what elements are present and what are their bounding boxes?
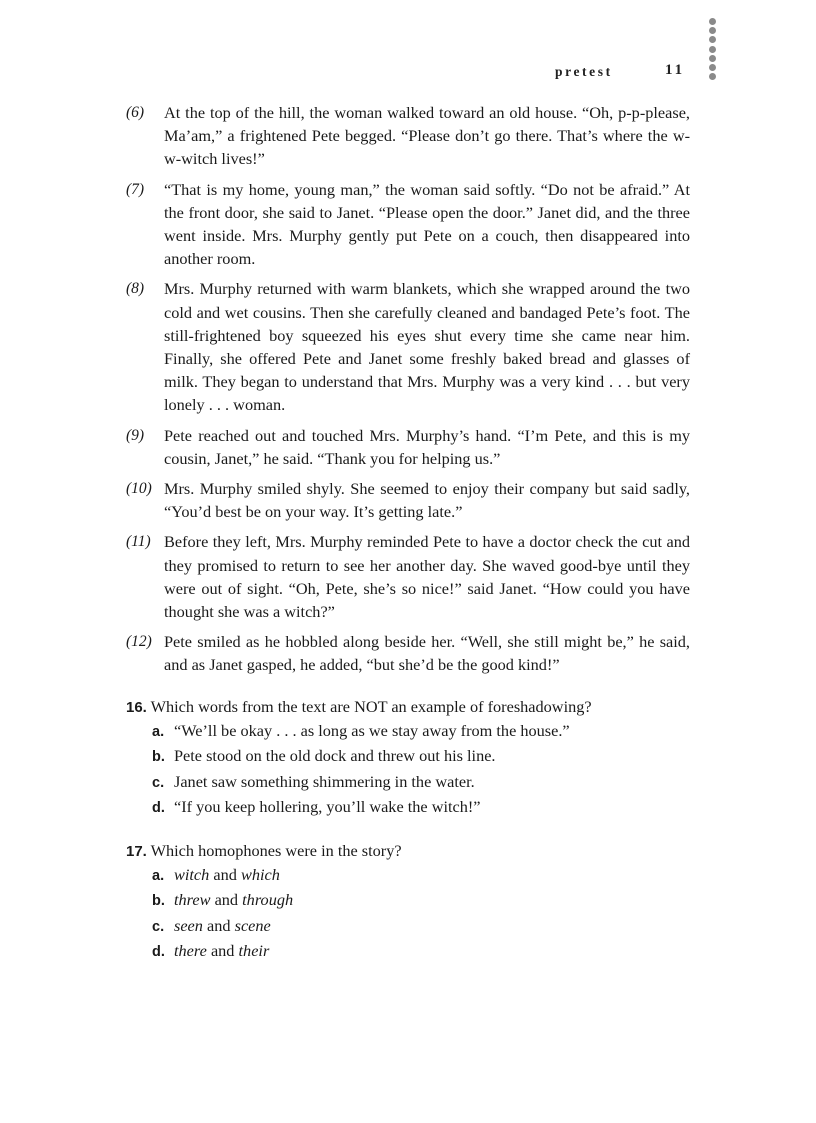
dot-icon: [709, 64, 716, 71]
dot-icon: [709, 73, 716, 80]
paragraph-text: Mrs. Murphy smiled shyly. She seemed to enjoy their company but said sadly, “You’d best be on your way. It’s getting late.”: [164, 479, 690, 522]
question-number: 16.: [126, 699, 147, 716]
decorative-dot-column: [709, 18, 719, 82]
choice-letter: a.: [152, 868, 165, 885]
dot-icon: [709, 55, 716, 62]
answer-choice-d[interactable]: [126, 939, 690, 964]
homophone-word: there: [174, 940, 207, 960]
paragraph: [126, 630, 690, 676]
paragraph-text: Pete smiled as he hobbled along beside her. “Well, she still might be,” he said, and as Janet gasped, he added, “but she’d be the good kind!”: [164, 632, 690, 675]
paragraph-text: Before they left, Mrs. Murphy reminded Pete to have a doctor check the cut and they promised to return to see her another day. She waved good-bye until they were out of sight. “Oh, Pete, she’s so nice!” said Janet. “How could you have thought she was a witch?”: [164, 532, 690, 622]
answer-choice-b[interactable]: [126, 888, 690, 913]
page-number: 11: [665, 62, 686, 78]
homophone-word: through: [242, 890, 294, 910]
question-stem: [126, 695, 690, 719]
paragraph-text: “That is my home, young man,” the woman said softly. “Do not be afraid.” At the front door, she said to Janet. “Please open the door.” Janet did, and the three went inside. Mrs. Murphy gently put Pete on a couch, then disappeared into another room.: [164, 179, 690, 269]
answer-choice-a[interactable]: [126, 719, 690, 744]
choice-letter: c.: [152, 918, 165, 935]
paragraph-number: (9): [126, 426, 145, 444]
question-16: [126, 695, 690, 820]
question-stem: [126, 839, 690, 863]
choice-letter: d.: [152, 943, 165, 960]
choice-text: Pete stood on the old dock and threw out his line.: [174, 746, 496, 766]
paragraph-number: (6): [126, 104, 145, 121]
conjunction: and: [213, 865, 237, 885]
choice-letter: a.: [152, 724, 165, 741]
choice-text: “We’ll be okay . . . as long as we stay away from the house.”: [174, 721, 570, 741]
paragraph-text: Pete reached out and touched Mrs. Murphy’s hand. “I’m Pete, and this is my cousin, Janet,” he said. “Thank you for helping us.”: [164, 425, 690, 468]
running-head: pretest: [555, 64, 613, 79]
dot-icon: [709, 18, 716, 25]
homophone-word: which: [240, 865, 280, 885]
question-17: [126, 839, 690, 964]
paragraph-text: Mrs. Murphy returned with warm blankets, which she wrapped around the two cold and wet cousins. Then she carefully cleaned and bandaged Pete’s foot. The still-frightened boy squeezed his eyes shut every time she came near him. Finally, she offered Pete and Janet some freshly baked bread and glasses of milk. They began to understand that Mrs. Murphy was a very kind . . . but very lonely . . . woman.: [164, 279, 690, 415]
homophone-word: seen: [174, 915, 203, 935]
conjunction: and: [214, 890, 239, 910]
paragraph: [126, 178, 690, 271]
question-list: [126, 695, 690, 983]
conjunction: and: [207, 915, 231, 935]
paragraph-number: (11): [126, 533, 151, 551]
homophone-word: threw: [174, 890, 211, 910]
choice-text: Janet saw something shimmering in the water.: [174, 771, 475, 791]
paragraph-number: (10): [126, 480, 152, 498]
choice-letter: b.: [152, 893, 165, 910]
paragraph-number: (8): [126, 280, 145, 298]
choice-letter: c.: [152, 774, 165, 791]
question-text: Which words from the text are NOT an example of foreshadowing?: [150, 697, 592, 716]
choice-letter: b.: [152, 749, 165, 766]
homophone-word: their: [238, 940, 270, 960]
question-number: 17.: [126, 843, 147, 861]
paragraph: [126, 277, 690, 416]
paragraph: [126, 477, 690, 523]
dot-icon: [709, 27, 716, 34]
dot-icon: [709, 36, 716, 43]
question-text: Which homophones were in the story?: [150, 841, 402, 861]
paragraph: [126, 101, 690, 171]
answer-choice-d[interactable]: [126, 795, 690, 820]
paragraph: [126, 530, 690, 623]
paragraph-number: (7): [126, 180, 145, 198]
answer-choice-b[interactable]: [126, 744, 690, 769]
answer-choice-c[interactable]: [126, 770, 690, 795]
dot-icon: [709, 46, 716, 53]
homophone-word: scene: [234, 915, 271, 935]
homophone-word: witch: [174, 865, 210, 885]
paragraph-text: At the top of the hill, the woman walked toward an old house. “Oh, p-p-please, Ma’am,” a frightened Pete begged. “Please don’t go there. That’s where the w-w-witch lives!”: [164, 103, 690, 169]
paragraph-number: (12): [126, 633, 152, 651]
story-passage: [126, 101, 690, 684]
paragraph: [126, 424, 690, 470]
conjunction: and: [210, 940, 235, 960]
choice-letter: d.: [152, 799, 165, 816]
choice-text: “If you keep hollering, you’ll wake the witch!”: [174, 796, 481, 816]
answer-choice-a[interactable]: [126, 863, 690, 888]
answer-choice-c[interactable]: [126, 914, 690, 939]
